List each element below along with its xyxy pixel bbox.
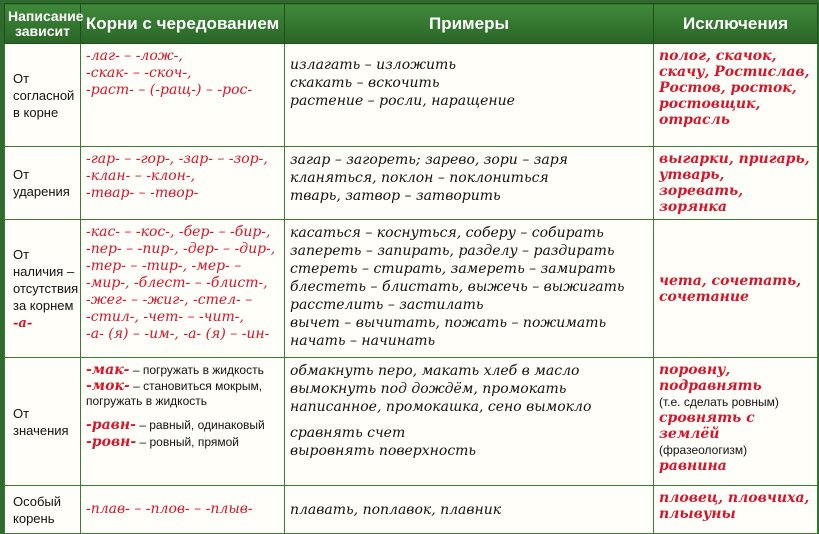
root-mok: -мок-	[86, 378, 130, 394]
example-line: стереть – стирать, замереть – замирать	[290, 261, 616, 277]
root-ravn: -равн-	[86, 417, 136, 433]
example-line: скакать – вскочить	[290, 75, 440, 91]
header-examples: Примеры	[285, 4, 654, 44]
row-label-stress: От ударения	[5, 147, 81, 220]
example-line: вымокнуть под дождём, промокать	[290, 381, 567, 397]
root-line: -твар- – -твор-	[86, 185, 199, 201]
root-line: -пер- – -пир-, -дер- – -дир-,	[86, 241, 276, 257]
examples-stress	[285, 147, 654, 220]
example-line: запереть – запирать, разделу – раздирать	[290, 243, 615, 259]
example-line: загар – загореть; зарево, зори – заря	[290, 152, 568, 168]
exception-item: равнина	[659, 458, 727, 474]
root-line: -гар- – -гор-, -зар- – -зор-,	[86, 151, 268, 167]
examples-consonant	[285, 44, 654, 147]
exception-note: (т.е. сделать ровным)	[659, 395, 779, 409]
roots-suffix	[81, 220, 285, 358]
example-line: излагать – изложить	[290, 57, 456, 73]
row-label-suffix-a: -а-	[13, 315, 33, 331]
root-line: -скак- – -скоч-,	[86, 65, 192, 81]
roots-stress	[81, 147, 285, 220]
root-rovn: -ровн-	[86, 434, 137, 450]
root-line: -клан- – -клон-,	[86, 168, 196, 184]
example-line: расстелить – застилать	[290, 297, 484, 313]
root-line: -плав- – -плов- – -плыв-	[86, 501, 253, 517]
root-gloss: – становиться мокрым, погружать в жидкость	[86, 379, 263, 408]
root-line: -кас- – -кос-, -бер- – -бир-,	[86, 224, 271, 240]
row-label-consonant: От согласной в корне	[5, 44, 81, 147]
roots-special	[81, 486, 285, 534]
root-line: -жег- – -жиг-, -стел- –	[86, 292, 253, 308]
example-line: касаться – коснуться, соберу – собирать	[290, 225, 604, 241]
example-line: блестеть – блистать, выжечь – выжигать	[290, 279, 625, 295]
table-row	[5, 44, 818, 147]
root-line: -мир-, -блест- – -блист-,	[86, 275, 268, 291]
example-line: кланяться, поклон – поклониться	[290, 170, 549, 186]
root-gloss: – равный, одинаковый	[135, 418, 265, 432]
row-label-special: Особый корень	[5, 486, 81, 534]
root-gloss: – погружать в жидкость	[129, 363, 264, 377]
example-line: сравнять счет	[290, 425, 406, 441]
example-line: начать – начинать	[290, 333, 436, 349]
roots-consonant	[81, 44, 285, 147]
exceptions-consonant: полог, скачок, скачу, Ростислав, Ростов, росток, ростовщик, отрасль	[654, 44, 818, 147]
root-line	[86, 417, 279, 434]
examples-suffix	[285, 220, 654, 358]
exception-note: (фразеологизм)	[659, 443, 748, 457]
example-line: обмакнуть перо, макать хлеб в масло	[290, 363, 580, 379]
example-line: вычет – вычитать, пожать – пожимать	[290, 315, 607, 331]
exceptions-special: пловец, пловчиха, плывуны	[654, 486, 818, 534]
root-line	[86, 434, 279, 451]
root-line: -а- (я) – -им-, -а- (я) – -ин-	[86, 326, 270, 342]
alternating-roots-table	[3, 2, 816, 527]
root-mak: -мак-	[86, 362, 130, 378]
exceptions-meaning	[654, 358, 818, 486]
row-label-suffix-text: От наличия – отсутствия за корнем	[13, 246, 79, 313]
exceptions-suffix: чета, сочетать, сочетание	[654, 220, 818, 358]
root-line: -раст- – (-ращ-) – -рос-	[86, 82, 253, 98]
exception-item: сровнять с землёй	[659, 410, 755, 442]
examples-special	[285, 486, 654, 534]
root-line: -лаг- – -лож-,	[86, 48, 183, 64]
example-line: тварь, затвор – затворить	[290, 188, 501, 204]
root-gloss: – ровный, прямой	[136, 435, 240, 449]
root-line: -стил-, -чет- – -чит-,	[86, 309, 244, 325]
root-line: -тер- – -тир-, -мер- –	[86, 258, 242, 274]
exception-item: поровну, подравнять	[659, 362, 762, 394]
table-row	[5, 220, 818, 358]
table-row	[5, 358, 818, 486]
root-line	[86, 362, 279, 379]
row-label-suffix	[5, 220, 81, 358]
header-exceptions: Исключения	[654, 4, 818, 44]
root-line	[86, 379, 279, 409]
header-roots: Корни с чередованием	[81, 4, 285, 44]
header-spelling: Написание зависит	[5, 4, 81, 44]
exceptions-stress: выгарки, пригарь, утварь, зоревать, зорянка	[654, 147, 818, 220]
examples-meaning	[285, 358, 654, 486]
example-line: выровнять поверхность	[290, 443, 477, 459]
roots-meaning	[81, 358, 285, 486]
row-label-meaning: От значения	[5, 358, 81, 486]
example-line: написанное, промокашка, сено вымокло	[290, 399, 592, 415]
example-line: плавать, поплавок, плавник	[290, 501, 502, 518]
example-line: растение – росли, наращение	[290, 93, 515, 109]
table-row	[5, 486, 818, 534]
table-row	[5, 147, 818, 220]
